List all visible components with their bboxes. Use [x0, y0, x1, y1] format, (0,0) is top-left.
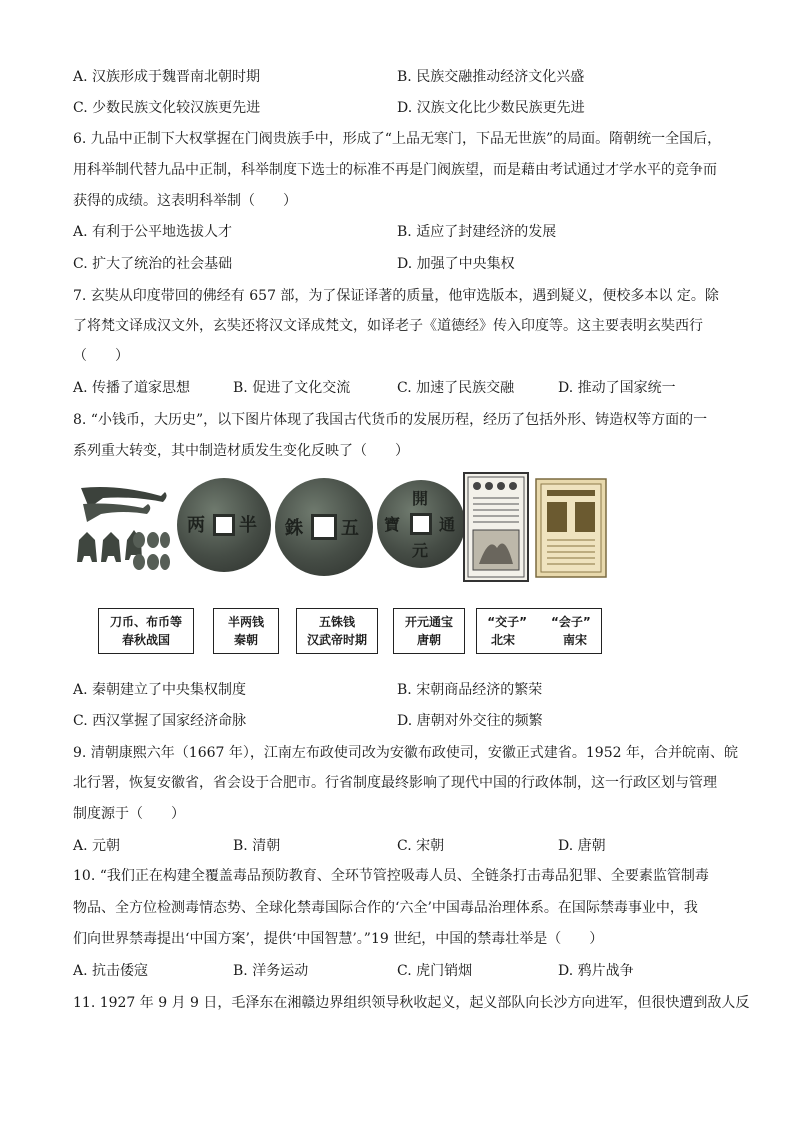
q9-option-a[interactable]: A. 元朝 — [73, 838, 121, 854]
q6-stem-line3: 获得的成绩。这表明科举制（ ） — [73, 193, 297, 209]
q5-option-c[interactable]: C. 少数民族文化较汉族更先进 — [73, 100, 261, 116]
caption-banliang-line1: 半两钱 — [227, 615, 264, 629]
q7-stem-line2: 了将梵文译成汉文外，玄奘还将汉文译成梵文，如译老子《道德经》传入印度等。这主要表明玄奘西行 — [73, 318, 703, 334]
q8-option-d[interactable]: D. 唐朝对外交往的频繁 — [397, 713, 543, 729]
q10-option-a[interactable]: A. 抗击倭寇 — [73, 963, 149, 979]
kaiyuan-bottom-glyph: 元 — [412, 541, 429, 560]
q6-stem-line2: 用科举制代替九品中正制，科举制度下选士的标准不再是门阀族望，而是藉由考试通过才学水平的竞争而 — [73, 162, 717, 178]
q10-stem-line3: 们向世界禁毒提出‘中国方案’，提供‘中国智慧’。”19 世纪，中国的禁毒壮举是（ ） — [73, 931, 604, 947]
banliang-right-glyph: 半 — [239, 515, 257, 536]
banliang-left-glyph: 两 — [187, 515, 205, 536]
caption-knife-spade-line1: 刀币、布币等 — [109, 615, 182, 629]
q6-option-d[interactable]: D. 加强了中央集权 — [397, 256, 515, 272]
kaiyuan-top-glyph: 開 — [412, 489, 429, 508]
jiaozi-note-image — [463, 472, 529, 582]
q8-option-b[interactable]: B. 宋朝商品经济的繁荣 — [397, 682, 543, 698]
q8-stem-line1: 8. “小钱币，大历史”，以下图片体现了我国古代货币的发展历程，经历了包括外形、铸造权等方面的一 — [73, 412, 708, 428]
q5-option-d[interactable]: D. 汉族文化比少数民族更先进 — [397, 100, 585, 116]
caption-wuzhu-line2: 汉武帝时期 — [306, 633, 367, 647]
caption-jiaozi-huizi — [476, 608, 602, 654]
q9-option-c[interactable]: C. 宋朝 — [397, 838, 445, 854]
caption-kaiyuan-line2: 唐朝 — [416, 633, 441, 647]
q8-stem-line2: 系列重大转变，其中制造材质发生变化反映了（ ） — [73, 443, 409, 459]
q8-option-c[interactable]: C. 西汉掌握了国家经济命脉 — [73, 713, 247, 729]
currency-captions — [98, 608, 608, 656]
caption-jiaozi-huizi-line2: 北宋 南宋 — [490, 633, 587, 647]
q10-option-d[interactable]: D. 鸦片战争 — [558, 963, 634, 979]
currency-images — [73, 472, 613, 584]
q7-option-d[interactable]: D. 推动了国家统一 — [558, 380, 676, 396]
q8-option-a[interactable]: A. 秦朝建立了中央集权制度 — [73, 682, 247, 698]
q6-option-a[interactable]: A. 有利于公平地选拔人才 — [73, 224, 233, 240]
q11-stem-line1: 11. 1927 年 9 月 9 日，毛泽东在湘赣边界组织领导秋收起义，起义部队向长沙方向进军，但很快遭到敌人反 — [73, 995, 750, 1011]
q9-stem-line2: 北行署，恢复安徽省，省会设于合肥市。行省制度最终影响了现代中国的行政体制，这一行政区划与管理 — [73, 775, 717, 791]
q7-option-a[interactable]: A. 传播了道家思想 — [73, 380, 191, 396]
caption-wuzhu-line1: 五铢钱 — [318, 615, 355, 629]
q10-option-b[interactable]: B. 洋务运动 — [233, 963, 309, 979]
q9-stem-line3: 制度源于（ ） — [73, 806, 185, 822]
caption-banliang — [213, 608, 279, 654]
huizi-note-image — [535, 478, 607, 578]
q7-stem-line3: （ ） — [73, 348, 129, 364]
caption-knife-spade — [98, 608, 194, 654]
q5-option-b[interactable]: B. 民族交融推动经济文化兴盛 — [397, 69, 585, 85]
q10-stem-line2: 物品、全方位检测毒情态势、全球化禁毒国际合作的‘六全’中国毒品治理体系。在国际禁毒事业中，我 — [73, 900, 698, 916]
q7-stem-line1: 7. 玄奘从印度带回的佛经有 657 部，为了保证译著的质量，他审选版本，遇到疑义，便校多本以 定。除 — [73, 288, 719, 304]
kaiyuan-left-glyph: 寶 — [384, 515, 401, 534]
q6-option-b[interactable]: B. 适应了封建经济的发展 — [397, 224, 557, 240]
caption-banliang-line2: 秦朝 — [233, 633, 258, 647]
kaiyuan-right-glyph: 通 — [439, 515, 456, 534]
q9-option-d[interactable]: D. 唐朝 — [558, 838, 606, 854]
caption-jiaozi-huizi-line1: “交子” “会子” — [487, 615, 591, 629]
q7-option-c[interactable]: C. 加速了民族交融 — [397, 380, 515, 396]
knife-spade-coins-image — [73, 482, 173, 577]
kaiyuan-coin-image — [377, 480, 465, 568]
q9-option-b[interactable]: B. 清朝 — [233, 838, 281, 854]
wuzhu-right-glyph: 五 — [341, 518, 359, 539]
q10-option-c[interactable]: C. 虎门销烟 — [397, 963, 473, 979]
q6-option-c[interactable]: C. 扩大了统治的社会基础 — [73, 256, 233, 272]
caption-knife-spade-line2: 春秋战国 — [121, 633, 170, 647]
q10-stem-line1: 10. “我们正在构建全覆盖毒品预防教育、全环节管控吸毒人员、全链条打击毒品犯罪、全要素监管制毒 — [73, 868, 709, 884]
q5-option-a[interactable]: A. 汉族形成于魏晋南北朝时期 — [73, 69, 261, 85]
banliang-coin-image — [177, 478, 271, 572]
wuzhu-coin-image — [275, 478, 373, 576]
q7-option-b[interactable]: B. 促进了文化交流 — [233, 380, 351, 396]
q9-stem-line1: 9. 清朝康熙六年（1667 年），江南左布政使司改为安徽布政使司，安徽正式建省。1952 年，合并皖南、皖 — [73, 745, 738, 761]
caption-kaiyuan — [393, 608, 465, 654]
caption-kaiyuan-line1: 开元通宝 — [404, 615, 453, 629]
q6-stem-line1: 6. 九品中正制下大权掌握在门阀贵族手中，形成了“上品无寒门，下品无世族”的局面。隋朝统一全国后， — [73, 131, 722, 147]
caption-wuzhu — [296, 608, 378, 654]
wuzhu-left-glyph: 銖 — [285, 518, 303, 539]
